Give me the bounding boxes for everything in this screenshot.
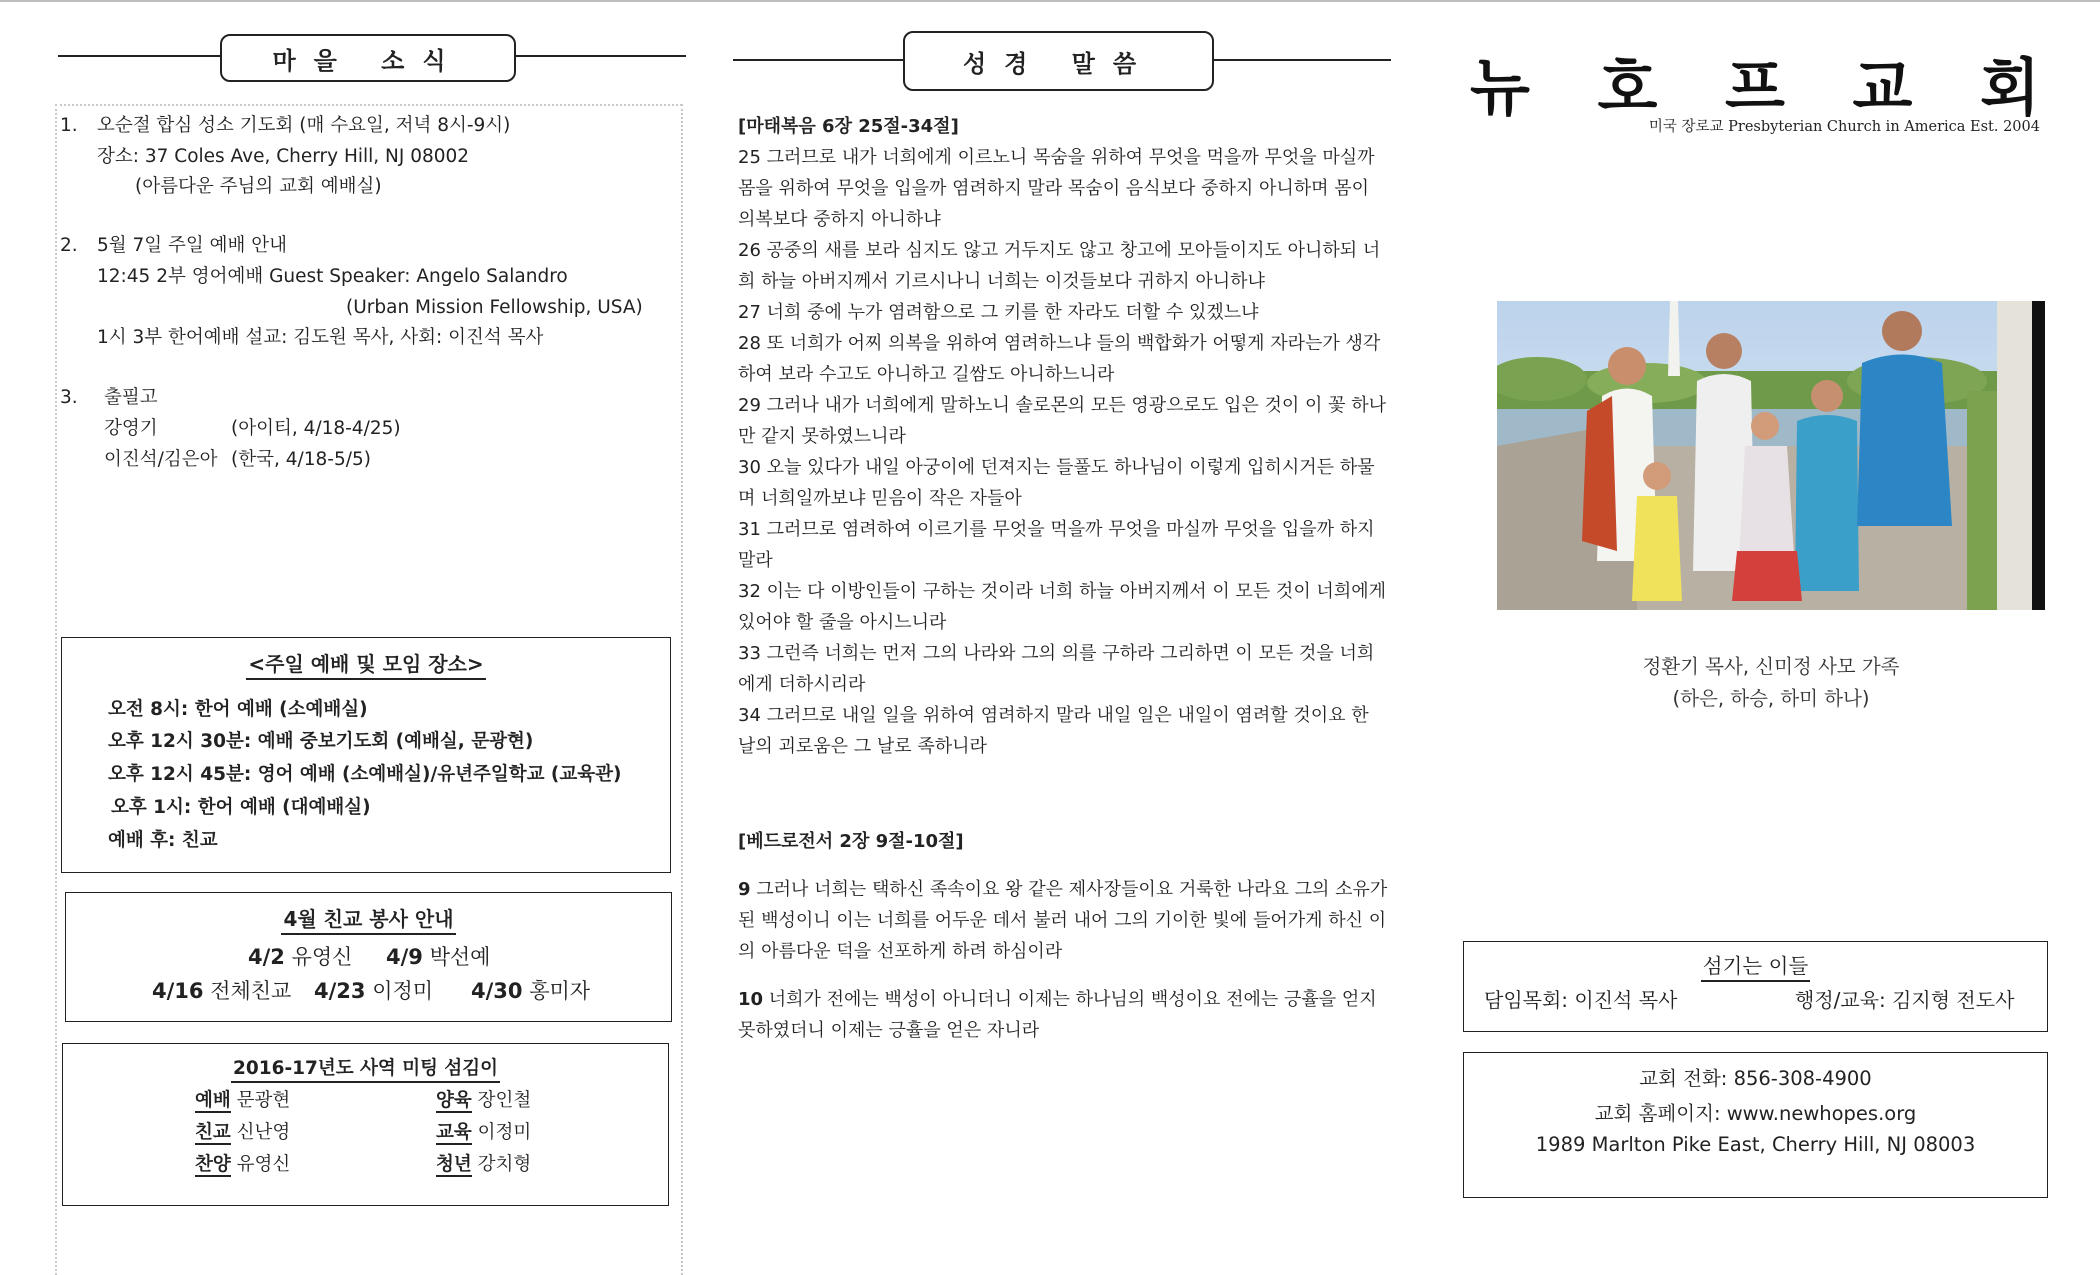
worship-line: 예배 후: 친교 <box>108 830 218 851</box>
fellowship-entry: 4/30 홍미자 <box>471 979 591 1003</box>
servants-title: 섬기는 이들 <box>1464 949 2047 979</box>
worship-schedule-box <box>61 637 671 873</box>
church-phone: 교회 전화: 856-308-4900 <box>1639 1067 1872 1090</box>
servants-box <box>1463 941 2048 1032</box>
verse: 29 그러나 내가 너희에게 말하노니 솔로몬의 모든 영광으로도 입은 것이 이 꽃 하나만 같지 못하였느니라 <box>738 395 1386 447</box>
news-item-1-number: 1. <box>60 115 78 136</box>
news-item-3-line: 출필고 <box>104 387 158 408</box>
verse: 10 너희가 전에는 백성이 아니더니 이제는 하나님의 백성이요 전에는 긍휼을 얻지 못하였더니 이제는 긍휼을 얻은 자니라 <box>738 989 1377 1041</box>
contact-box <box>1463 1052 2048 1198</box>
travel-info: (한국, 4/18-5/5) <box>231 449 371 470</box>
passage-reference: [베드로전서 2장 9절-10절] <box>738 831 964 852</box>
worship-title: <주일 예배 및 모임 장소> <box>62 648 670 677</box>
verse: 28 또 너희가 어찌 의복을 위하여 염려하느냐 들의 백합화가 어떻게 자라는가 생각하여 보라 수고도 아니하고 길쌈도 아니하느니라 <box>738 333 1381 385</box>
worship-line: 오후 12시 45분: 영어 예배 (소예배실)/유년주일학교 (교육관) <box>108 764 622 785</box>
worship-line: 오후 12시 30분: 예배 중보기도회 (예배실, 문광현) <box>108 731 534 752</box>
ministry-entry: 청년 강치형 <box>436 1154 532 1175</box>
verse: 25 그러므로 내가 너희에게 이르노니 목숨을 위하여 무엇을 먹을까 무엇을 마실까 몸을 위하여 무엇을 입을까 염려하지 말라 목숨이 음식보다 중하지 아니하며 몸이 의복보다 중하지 아니하냐 <box>738 147 1375 230</box>
servant-pastor: 담임목회: 이진석 목사 <box>1484 988 1678 1012</box>
passage-matthew <box>738 111 1388 762</box>
verse: 27 너희 중에 누가 염려함으로 그 키를 한 자라도 더할 수 있겠느냐 <box>738 302 1259 323</box>
ministry-title: 2016-17년도 사역 미팅 섬김이 <box>63 1054 668 1080</box>
fellowship-entry: 4/2 유영신 <box>248 945 353 969</box>
left-dotted-border <box>55 104 57 1275</box>
fellowship-title: 4월 친교 봉사 안내 <box>66 903 671 932</box>
news-item-2-line: 5월 7일 주일 예배 안내 <box>97 235 288 256</box>
news-item-1-line: 장소: 37 Coles Ave, Cherry Hill, NJ 08002 <box>97 146 470 167</box>
ministry-entry: 예배 문광현 <box>195 1090 291 1111</box>
news-item-2-line: 12:45 2부 영어예배 Guest Speaker: Angelo Salandro <box>97 266 568 287</box>
church-name: 뉴 호 프 교 회 <box>1470 51 2040 124</box>
passage-reference: [마태복음 6장 25절-34절] <box>738 116 959 137</box>
verse: 31 그러므로 염려하여 이르기를 무엇을 먹을까 무엇을 마실까 무엇을 입을까 하지 말라 <box>738 519 1375 571</box>
verse: 30 오늘 있다가 내일 아궁이에 던져지는 들풀도 하나님이 이렇게 입히시거든 하물며 너희일까보냐 믿음이 작은 자들아 <box>738 457 1375 509</box>
ministry-entry: 친교 신난영 <box>195 1122 291 1143</box>
church-subtitle: 미국 장로교 Presbyterian Church in America Est. 2004 <box>1648 119 2040 135</box>
church-website: 교회 홈페이지: www.newhopes.org <box>1594 1102 1917 1125</box>
fellowship-entry: 4/9 박선예 <box>386 945 491 969</box>
fellowship-entry: 4/23 이정미 <box>314 979 434 1003</box>
servant-admin: 행정/교육: 김지형 전도사 <box>1795 988 2015 1012</box>
verse: 34 그러므로 내일 일을 위하여 염려하지 말라 내일 일은 내일이 염려할 것이요 한 날의 괴로움은 그 날로 족하니라 <box>738 705 1369 757</box>
news-item-1-line: (아름다운 주님의 교회 예배실) <box>135 176 382 197</box>
news-item-3-number: 3. <box>60 387 78 408</box>
travel-name: 강영기 <box>104 418 158 439</box>
verse: 33 그런즉 너희는 먼저 그의 나라와 그의 의를 구하라 그리하면 이 모든 것을 너희에게 더하시리라 <box>738 643 1375 695</box>
verse: 26 공중의 새를 보라 심지도 않고 거두지도 않고 창고에 모아들이지도 아니하되 너희 하늘 아버지께서 기르시나니 너희는 이것들보다 귀하지 아니하냐 <box>738 240 1381 292</box>
news-item-2-number: 2. <box>60 235 78 256</box>
verse: 32 이는 다 이방인들이 구하는 것이라 너희 하늘 아버지께서 이 모든 것이 너희에게 있어야 할 줄을 아시느니라 <box>738 581 1386 633</box>
church-address: 1989 Marlton Pike East, Cherry Hill, NJ 08003 <box>1535 1133 1976 1156</box>
photo-caption-line2: (하은, 하승, 하미 하나) <box>1672 687 1870 710</box>
news-item-2-line: (Urban Mission Fellowship, USA) <box>346 297 643 318</box>
travel-name: 이진석/김은아 <box>104 449 218 470</box>
ministry-box <box>62 1043 669 1206</box>
worship-line: 오후 1시: 한어 예배 (대예배실) <box>111 797 371 818</box>
top-dotted-border <box>55 104 682 106</box>
page-top-border <box>0 0 2100 2</box>
news-header: 마을 소식 <box>220 34 516 82</box>
news-item-2-line: 1시 3부 한어예배 설교: 김도원 목사, 사회: 이진석 목사 <box>97 327 544 348</box>
bible-header: 성경 말씀 <box>903 31 1214 91</box>
passage-peter <box>738 826 1388 1046</box>
fellowship-box <box>65 892 672 1022</box>
worship-line: 오전 8시: 한어 예배 (소예배실) <box>108 699 368 720</box>
fellowship-entry: 4/16 전체친교 <box>152 979 292 1003</box>
ministry-entry: 찬양 유영신 <box>195 1154 291 1175</box>
photo-caption-line1: 정환기 목사, 신미정 사모 가족 <box>1642 655 1900 678</box>
ministry-entry: 교육 이정미 <box>436 1122 532 1143</box>
news-item-1-line: 오순절 합심 성소 기도회 (매 수요일, 저녁 8시-9시) <box>97 115 511 136</box>
verse: 9 그러나 너희는 택하신 족속이요 왕 같은 제사장들이요 거룩한 나라요 그의 소유가 된 백성이니 이는 너희를 어두운 데서 불러 내어 그의 기이한 빛에 들어가게 하신 이의 아름다운 덕을 선포하게 하려 하심이라 <box>738 879 1388 962</box>
ministry-entry: 양육 장인철 <box>436 1090 532 1111</box>
travel-info: (아이티, 4/18-4/25) <box>231 418 401 439</box>
family-photo <box>1497 301 2045 610</box>
right-dotted-border <box>681 104 683 1275</box>
